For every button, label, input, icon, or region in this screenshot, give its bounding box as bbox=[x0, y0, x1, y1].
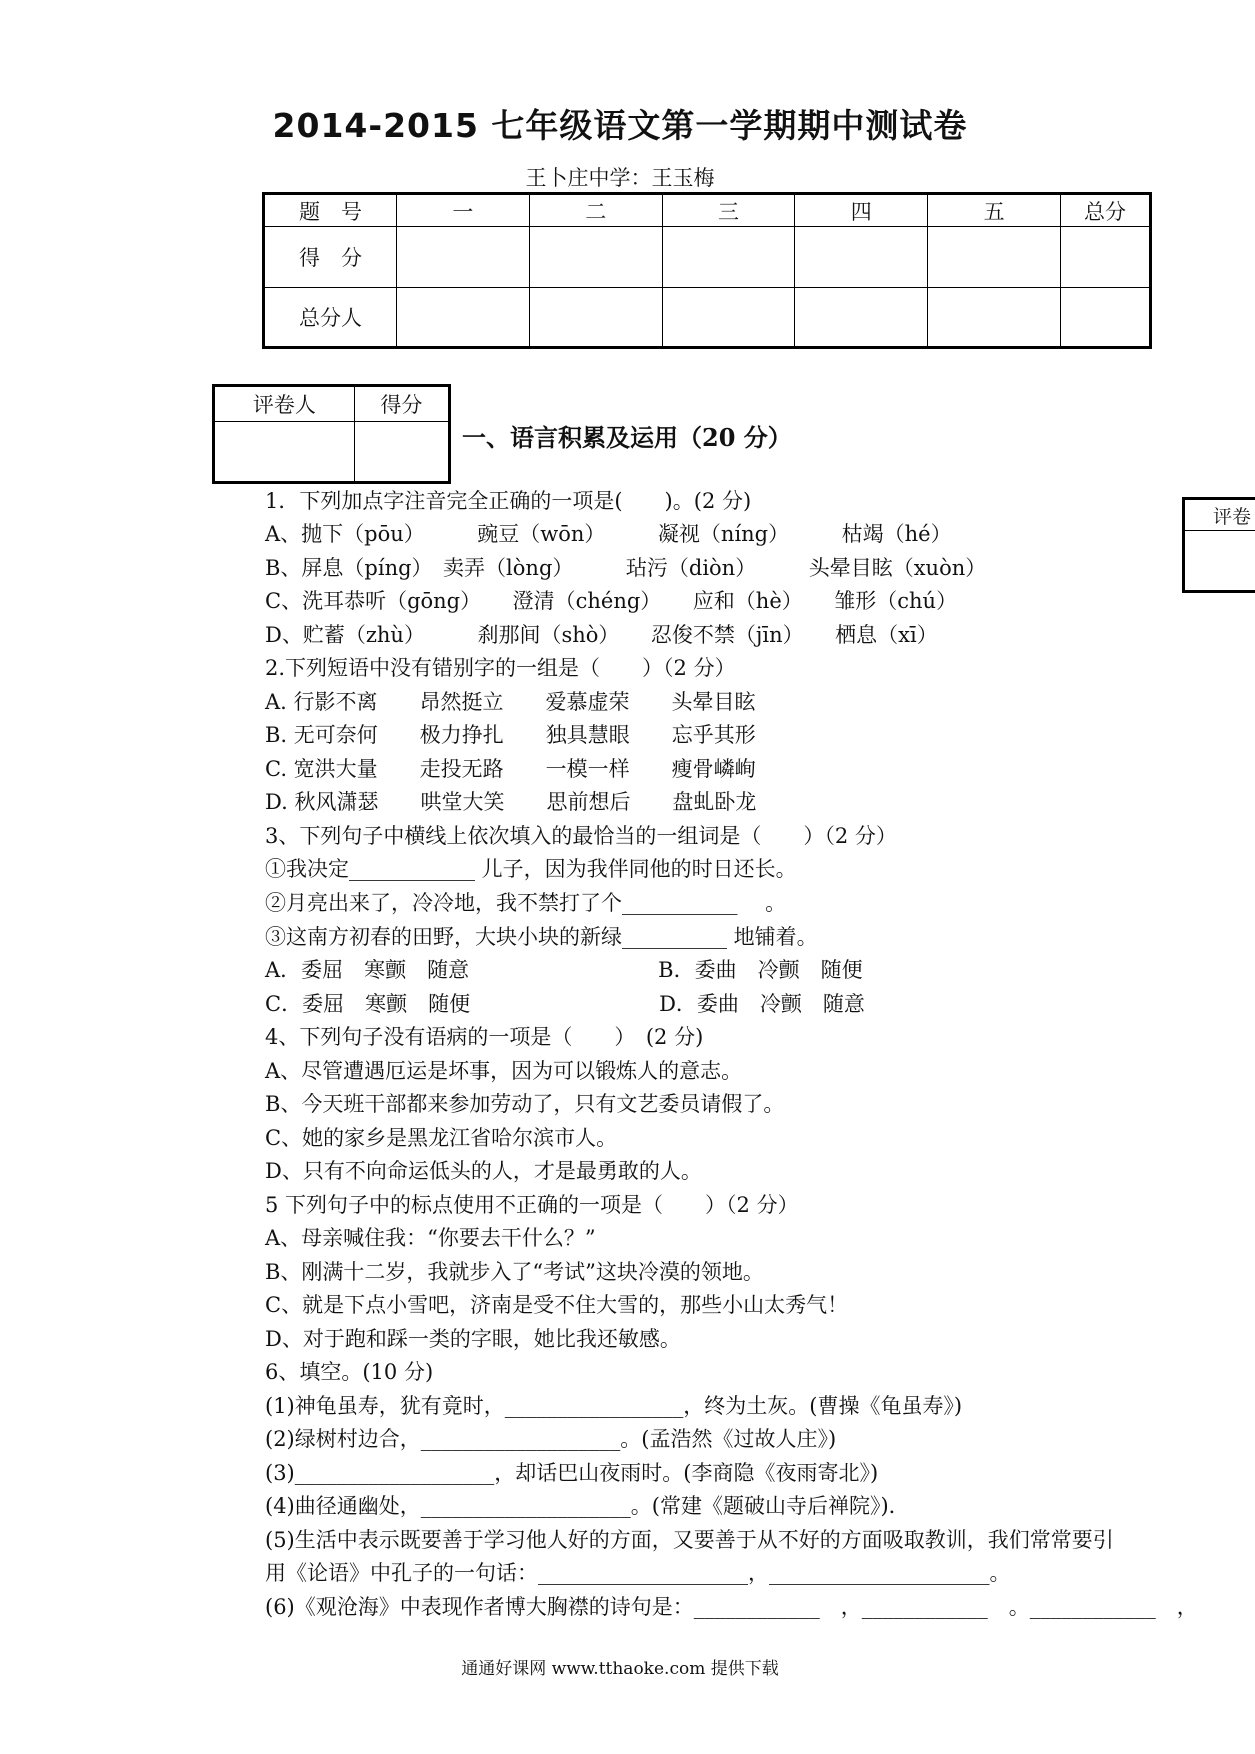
score-table bbox=[262, 192, 1152, 349]
question-line: (5)生活中表示既要善于学习他人好的方面，又要善于从不好的方面吸取教训，我们常常要引 bbox=[265, 1528, 1114, 1552]
question-line: C、她的家乡是黑龙江省哈尔滨市人。 bbox=[265, 1126, 618, 1150]
question-line: C. 宽洪大量 走投无路 一模一样 瘦骨嶙峋 bbox=[265, 757, 756, 781]
question-line: 5 下列句子中的标点使用不正确的一项是（ ）（2 分） bbox=[265, 1193, 799, 1217]
scorer-row bbox=[264, 287, 1151, 347]
scorer-cell[interactable] bbox=[1061, 287, 1151, 347]
score-cell[interactable] bbox=[1061, 227, 1151, 287]
footer-text: 通通好课网 www.tthaoke.com 提供下载 bbox=[461, 1659, 779, 1679]
header-cell: 二 bbox=[529, 194, 662, 227]
score-cell[interactable] bbox=[529, 227, 662, 287]
row-label: 得 分 bbox=[264, 227, 397, 287]
question-line: (1)神龟虽寿，犹有竟时，_________________，终为土灰。(曹操《龟虽寿》) bbox=[265, 1394, 963, 1418]
side-grader-divider bbox=[1185, 530, 1255, 531]
grader-box bbox=[212, 384, 451, 484]
question-line: C、就是下点小雪吧，济南是受不住大雪的，那些小山太秀气！ bbox=[265, 1293, 849, 1317]
question-line: 4、下列句子没有语病的一项是（ ） (2 分) bbox=[265, 1025, 704, 1049]
scorer-cell[interactable] bbox=[397, 287, 530, 347]
question-line: 2.下列短语中没有错别字的一组是（ ）（2 分） bbox=[265, 656, 736, 680]
question-line: ①我决定____________ 儿子，因为我伴同他的时日还长。 bbox=[265, 857, 797, 881]
question-line: D、对于跑和踩一类的字眼，她比我还敏感。 bbox=[265, 1327, 681, 1351]
question-line: B、屏息（píng） 卖弄（lòng） 玷污（diòn） 头晕目眩（xuòn） bbox=[265, 556, 987, 580]
question-line: (3)___________________，却话巴山夜雨时。(李商隐《夜雨寄北》) bbox=[265, 1461, 879, 1485]
question-line: A、母亲喊住我：“你要去干什么？” bbox=[265, 1226, 596, 1250]
side-grader-box bbox=[1182, 497, 1255, 593]
header-cell: 题 号 bbox=[264, 194, 397, 227]
header-cell: 一 bbox=[397, 194, 530, 227]
question-line: C．委屈 寒颤 随便 D．委曲 冷颤 随意 bbox=[265, 992, 865, 1016]
score-cell[interactable] bbox=[662, 227, 795, 287]
question-line: B、今天班干部都来参加劳动了，只有文艺委员请假了。 bbox=[265, 1092, 785, 1116]
grader-cell[interactable] bbox=[214, 422, 355, 483]
question-line: A、抛下（pōu） 豌豆（wōn） 凝视（níng） 枯竭（hé） bbox=[265, 522, 952, 546]
row-label: 总分人 bbox=[264, 287, 397, 347]
question-line: ②月亮出来了，冷冷地，我不禁打了个___________ 。 bbox=[265, 891, 787, 915]
scorer-cell[interactable] bbox=[795, 287, 928, 347]
question-line: B、刚满十二岁，我就步入了“考试”这块冷漠的领地。 bbox=[265, 1260, 764, 1284]
question-line: (2)绿树村边合，___________________。(孟浩然《过故人庄》) bbox=[265, 1427, 837, 1451]
grader-header-row bbox=[214, 386, 450, 422]
question-line: D、贮蓄（zhù） 刹那间（shò） 忍俊不禁（jīn） 栖息（xī） bbox=[265, 623, 938, 647]
grader-label: 评卷人 bbox=[214, 386, 355, 422]
scorer-cell[interactable] bbox=[529, 287, 662, 347]
header-cell: 三 bbox=[662, 194, 795, 227]
header-cell: 四 bbox=[795, 194, 928, 227]
question-line: B. 无可奈何 极力挣扎 独具慧眼 忘乎其形 bbox=[265, 723, 756, 747]
score-cell[interactable] bbox=[397, 227, 530, 287]
question-line: (4)曲径通幽处，____________________。(常建《题破山寺后禅院》)． bbox=[265, 1494, 910, 1518]
scorer-cell[interactable] bbox=[928, 287, 1061, 347]
question-line: C、洗耳恭听（gōng） 澄清（chéng） 应和（hè） 雏形（chú） bbox=[265, 589, 958, 613]
score-table-header-row bbox=[264, 194, 1151, 227]
author-line: 王卜庄中学：王玉梅 bbox=[525, 166, 715, 190]
question-line: A. 行影不离 昂然挺立 爱慕虚荣 头晕目眩 bbox=[265, 690, 756, 714]
question-line: 用《论语》中孔子的一句话：____________________，_____________________。 bbox=[265, 1561, 1011, 1585]
score-cell[interactable] bbox=[928, 227, 1061, 287]
question-line: 3、下列句子中横线上依次填入的最恰当的一组词是（ ）（2 分） bbox=[265, 824, 897, 848]
document-title: 2014-2015 七年级语文第一学期期中测试卷 bbox=[272, 106, 968, 145]
question-line: ③这南方初春的田野，大块小块的新绿__________ 地铺着。 bbox=[265, 925, 818, 949]
grader-input-row bbox=[214, 422, 450, 483]
header-cell: 总分 bbox=[1061, 194, 1151, 227]
question-line: D. 秋风潇瑟 哄堂大笑 思前想后 盘虬卧龙 bbox=[265, 790, 757, 814]
header-cell: 五 bbox=[928, 194, 1061, 227]
question-line: A．委屈 寒颤 随意 B．委曲 冷颤 随便 bbox=[265, 958, 863, 982]
score-row bbox=[264, 227, 1151, 287]
grader-score-cell[interactable] bbox=[354, 422, 449, 483]
section-title: 一、语言积累及运用（20 分） bbox=[462, 423, 792, 452]
grader-score-label: 得分 bbox=[354, 386, 449, 422]
question-line: A、尽管遭遇厄运是坏事，因为可以锻炼人的意志。 bbox=[265, 1059, 743, 1083]
question-line: 1．下列加点字注音完全正确的一项是( )。(2 分) bbox=[265, 489, 752, 513]
question-line: 6、填空。(10 分) bbox=[265, 1360, 434, 1384]
score-cell[interactable] bbox=[795, 227, 928, 287]
question-line: (6)《观沧海》中表现作者博大胸襟的诗句是：____________ ，____________ 。____________ ， bbox=[265, 1595, 1198, 1619]
side-grader-label: 评卷 bbox=[1213, 506, 1252, 528]
question-line: D、只有不向命运低头的人，才是最勇敢的人。 bbox=[265, 1159, 702, 1183]
scorer-cell[interactable] bbox=[662, 287, 795, 347]
